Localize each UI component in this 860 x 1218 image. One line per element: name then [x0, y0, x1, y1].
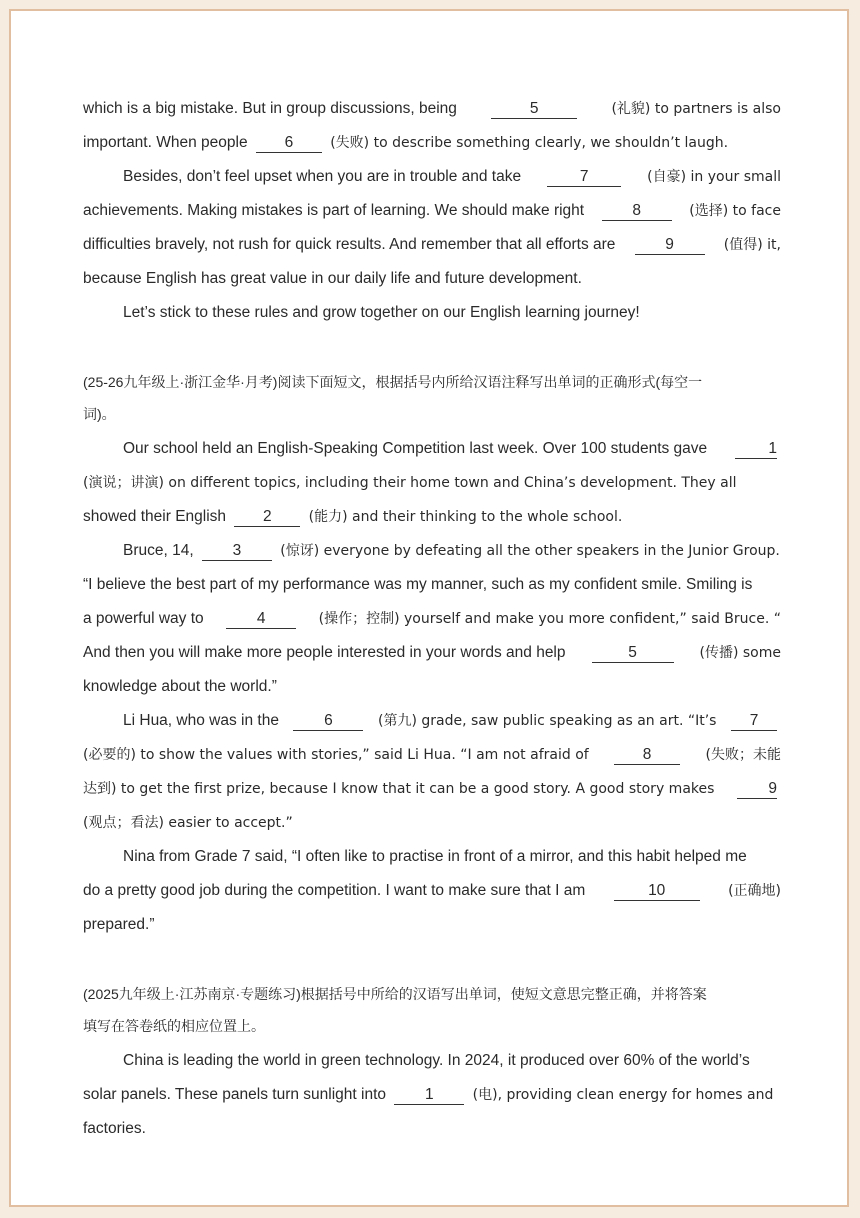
text: (演说；讲演) on different topics, including their home town and China’s development. They all: [83, 475, 737, 491]
s3-line-3: factories.: [83, 1120, 146, 1137]
text: (能力) and their thinking to the whole school.: [308, 509, 623, 525]
s3-header-1: (2025九年级上·江苏南京·专题练习)根据括号中所给的汉语写出单词，使短文意思完整正确，并将答案: [83, 986, 707, 1002]
text: 达到) to get the first prize, because I know that it can be a good story. A good story makes: [83, 781, 715, 797]
text: difficulties bravely, not rush for quick results. And remember that all efforts are: [83, 236, 616, 253]
s2-line-3: [83, 507, 781, 527]
s2-line-2: [83, 473, 781, 493]
s1-line-4: [83, 201, 781, 221]
s2-header-1: (25-26九年级上·浙江金华·月考)阅读下面短文，根据括号内所给汉语注释写出单词的正确形式(每空一: [83, 374, 703, 390]
s2-header-2: 词)。: [83, 406, 116, 422]
text: do a pretty good job during the competition. I want to make sure that I am: [83, 882, 586, 899]
text: (操作；控制) yourself and make you more confident,” said Bruce. “: [318, 611, 781, 627]
s3-line-2: [83, 1085, 781, 1105]
blank-6[interactable]: 6: [256, 134, 322, 153]
s2-line-11: [83, 779, 781, 799]
text: which is a big mistake. But in group discussions, being: [83, 100, 457, 117]
blank-9[interactable]: 9: [737, 780, 777, 799]
s1-line-2: [83, 133, 781, 153]
text: achievements. Making mistakes is part of learning. We should make right: [83, 202, 585, 219]
blank-5[interactable]: 5: [592, 644, 674, 663]
blank-1[interactable]: 1: [735, 440, 777, 459]
s1-line-7: Let’s stick to these rules and grow together on our English learning journey!: [123, 304, 640, 321]
s2-line-15: prepared.”: [83, 916, 155, 933]
blank-6[interactable]: 6: [293, 712, 363, 731]
worksheet-page: [9, 9, 849, 1207]
text: (选择) to face: [689, 203, 781, 219]
text: (失败；未能: [705, 747, 781, 763]
text: (必要的) to show the values with stories,” said Li Hua. “I am not afraid of: [83, 747, 589, 763]
s1-line-6: because English has great value in our daily life and future development.: [83, 270, 582, 287]
blank-3[interactable]: 3: [202, 542, 272, 561]
blank-1[interactable]: 1: [394, 1086, 464, 1105]
blank-5[interactable]: 5: [491, 100, 577, 119]
text: Bruce, 14,: [123, 542, 194, 559]
text: showed their English: [83, 508, 227, 525]
s2-line-10: [83, 745, 781, 765]
text: (自豪) in your small: [647, 169, 781, 185]
s2-line-12: (观点；看法) easier to accept.”: [83, 815, 293, 831]
blank-4[interactable]: 4: [226, 610, 296, 629]
s2-line-5: “I believe the best part of my performance was my manner, such as my confident smile. Smiling is: [83, 576, 753, 593]
blank-8[interactable]: 8: [614, 746, 680, 765]
text: (正确地): [728, 883, 781, 899]
s2-line-6: [83, 609, 781, 629]
text: (失败) to describe something clearly, we shouldn’t laugh.: [330, 135, 729, 151]
text: Li Hua, who was in the: [123, 712, 279, 729]
s2-line-8: knowledge about the world.”: [83, 678, 277, 695]
text: (电), providing clean energy for homes and: [472, 1087, 774, 1103]
s2-line-7: [83, 643, 781, 663]
blank-2[interactable]: 2: [234, 508, 300, 527]
s2-line-9: [83, 711, 781, 731]
s1-line-3: [83, 167, 781, 187]
s2-line-1: [83, 439, 781, 459]
text: (传播) some: [699, 645, 781, 661]
text: a powerful way to: [83, 610, 204, 627]
blank-7[interactable]: 7: [731, 712, 777, 731]
text: And then you will make more people interested in your words and help: [83, 644, 566, 661]
blank-8[interactable]: 8: [602, 202, 672, 221]
s1-line-1: [83, 99, 781, 119]
s3-header-2: 填写在答卷纸的相应位置上。: [83, 1018, 265, 1034]
blank-9[interactable]: 9: [635, 236, 705, 255]
text: important. When people: [83, 134, 248, 151]
blank-10[interactable]: 10: [614, 882, 700, 901]
s1-line-5: [83, 235, 781, 255]
text: (第九) grade, saw public speaking as an art. “It’s: [377, 713, 717, 729]
s2-line-14: [83, 881, 781, 901]
s2-line-13: Nina from Grade 7 said, “I often like to practise in front of a mirror, and this habit helped me: [123, 848, 747, 865]
blank-7[interactable]: 7: [547, 168, 621, 187]
s2-line-4: [83, 541, 781, 561]
text: Our school held an English-Speaking Competition last week. Over 100 students gave: [123, 440, 708, 457]
text: solar panels. These panels turn sunlight into: [83, 1086, 387, 1103]
text: (值得) it,: [723, 237, 781, 253]
text: Besides, don’t feel upset when you are in trouble and take: [123, 168, 522, 185]
s3-line-1: China is leading the world in green technology. In 2024, it produced over 60% of the world’s: [123, 1052, 750, 1069]
text: (礼貌) to partners is also: [611, 101, 781, 117]
text: (惊讶) everyone by defeating all the other speakers in the Junior Group.: [280, 543, 780, 559]
